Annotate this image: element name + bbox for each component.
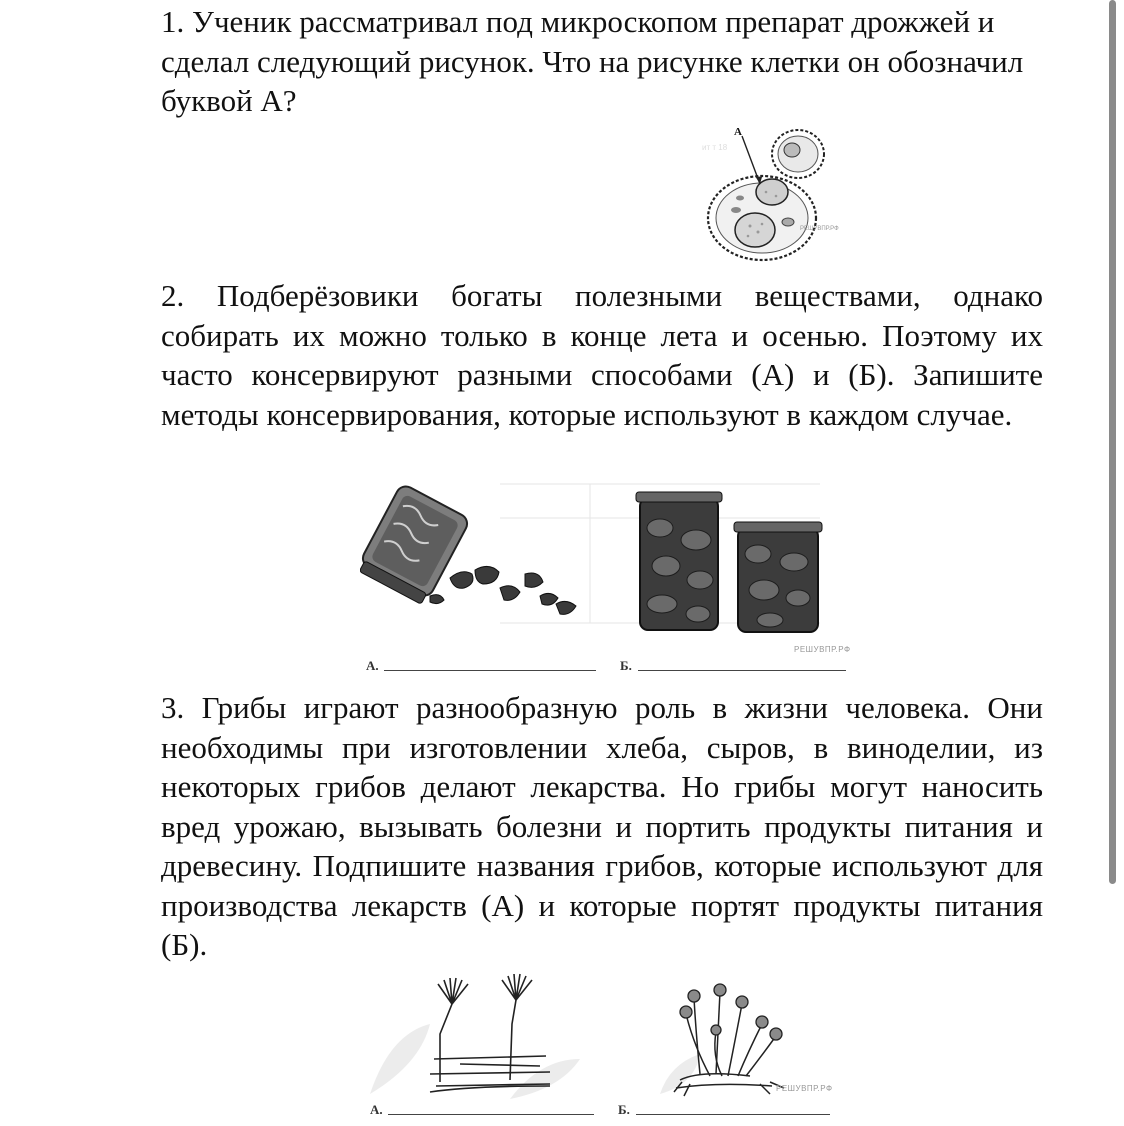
yeast-vacuole [735, 213, 775, 247]
preservation-label-a: А. [366, 658, 379, 673]
fungi-label-b: Б. [618, 1102, 630, 1117]
fungi-drawing [360, 964, 840, 1104]
question-3 [161, 688, 1043, 965]
yeast-label-a: А [734, 126, 742, 138]
preservation-label-b: Б. [620, 658, 632, 673]
yeast-cell-drawing [700, 122, 840, 264]
fungi-answer-line-b [636, 1114, 830, 1115]
dried-mushroom-pieces [430, 566, 576, 614]
yeast-nucleus [756, 179, 788, 205]
preservation-drawing [360, 478, 850, 648]
fungi-watermark: РЕШУВПР.РФ [776, 1084, 833, 1093]
question-3-text: Грибы играют разнообразную роль в жизни человека. Они необходимы при изготовлении хлеба, сыров, в виноделии, из некоторых грибов делают лекарства. Но грибы могут наносить вред урожаю, вызывать болезни и портить продукты питания и древесину. Подпишите названия грибов, которые используют для производства лекарств (А) и которые портят продукты питания (Б). [161, 690, 1043, 962]
fungi-answer-line-a [388, 1114, 594, 1115]
answer-line-a [384, 670, 596, 671]
question-1-text: Ученик рассматривал под микроскопом препарат дрожжей и сделал следующий рисунок. Что на рисунке клетки он обозначил буквой А? [161, 4, 1024, 118]
svg-text:ит т 18: ит т 18 [702, 143, 728, 152]
svg-text:РЕШУВПР.РФ: РЕШУВПР.РФ [800, 226, 839, 232]
question-3-number: 3. [161, 690, 185, 725]
pickled-mushroom-jar-1 [636, 492, 722, 630]
question-1-number: 1. [161, 4, 185, 39]
question-2-text: Подберёзовики богаты полезными веществами, однако собирать их можно только в конце лета и осенью. Поэтому их часто консервируют разными способами (А) и (Б). Запишите методы консервирования, которые используют в каждом случае. [161, 278, 1044, 432]
dried-mushrooms-jar [360, 483, 471, 606]
penicillium-fungus [430, 974, 550, 1092]
question-2 [161, 276, 1043, 434]
answer-line-b [638, 670, 846, 671]
scrollbar[interactable] [1109, 0, 1116, 884]
fungi-label-a: А. [370, 1102, 383, 1117]
question-2-number: 2. [161, 278, 185, 313]
preservation-watermark: РЕШУВПР.РФ [794, 645, 851, 654]
pickled-mushroom-jar-2 [734, 522, 822, 632]
question-1 [161, 2, 1043, 121]
